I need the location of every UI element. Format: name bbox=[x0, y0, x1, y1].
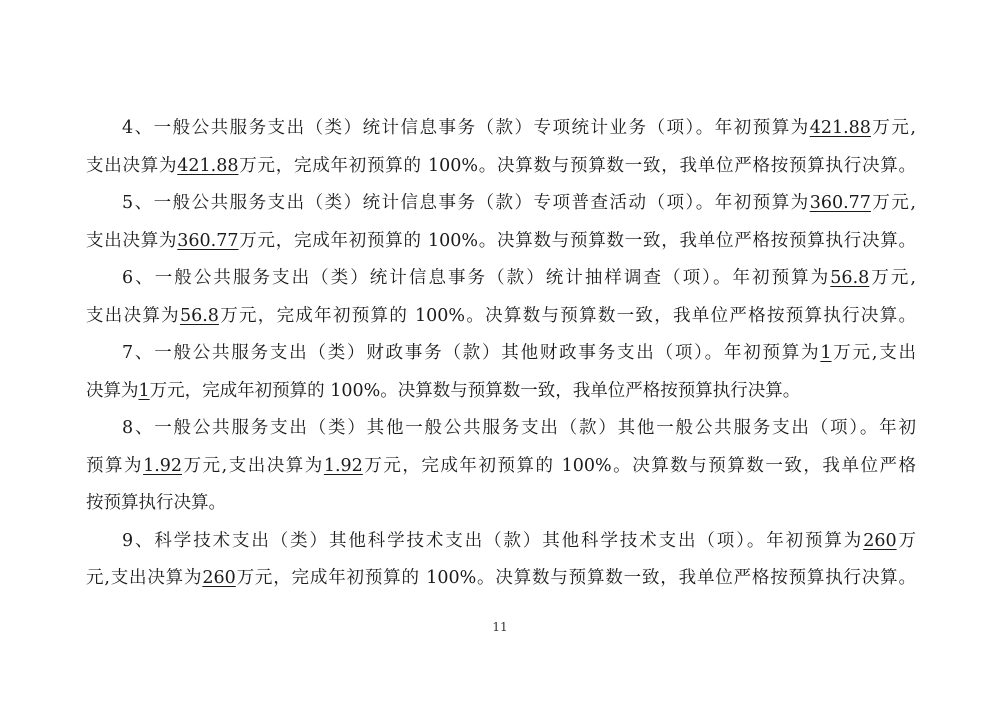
paragraph-8-line-3 bbox=[86, 485, 916, 523]
expenditure-amount: 1 bbox=[138, 380, 150, 401]
text-run: 7、一般公共服务支出（类）财政事务（款）其他财政事务支出（项）。年初预算为 bbox=[122, 343, 821, 363]
paragraph-6-line-1 bbox=[86, 260, 916, 298]
text-run: 6、一般公共服务支出（类）统计信息事务（款）统计抽样调查（项）。年初预算为 bbox=[122, 268, 831, 288]
text-run: 5、一般公共服务支出（类）统计信息事务（款）专项普查活动（项）。年初预算为 bbox=[122, 193, 810, 213]
paragraph-8-line-1 bbox=[86, 410, 916, 448]
paragraph-5-line-1 bbox=[86, 185, 916, 223]
page-number: 11 bbox=[492, 620, 508, 634]
expenditure-amount: 56.8 bbox=[179, 305, 219, 326]
text-run: 元,支出决算为 bbox=[86, 568, 203, 588]
text-run: 万元，完成年初预算的 100%。决算数与预算数一致，我单位严格按预算执行决算。 bbox=[149, 380, 801, 401]
text-run: 万元，完成年初预算的 100%。决算数与预算数一致，我单位严格 bbox=[362, 455, 916, 476]
budget-amount: 360.77 bbox=[809, 193, 871, 213]
expenditure-amount: 360.77 bbox=[177, 230, 239, 251]
budget-amount: 56.8 bbox=[830, 268, 870, 288]
text-run: 万元, bbox=[869, 268, 916, 288]
budget-amount: 421.88 bbox=[809, 118, 871, 138]
text-run: 4、一般公共服务支出（类）统计信息事务（款）专项统计业务（项）。年初预算为 bbox=[122, 118, 810, 138]
expenditure-amount: 421.88 bbox=[177, 155, 239, 176]
paragraph-4-line-1 bbox=[86, 110, 916, 148]
text-run: 万元，完成年初预算的 100%。决算数与预算数一致，我单位严格按预算执行决算。 bbox=[238, 155, 916, 176]
text-run: 万元,支出决算为 bbox=[182, 455, 324, 476]
expenditure-amount: 260 bbox=[202, 568, 236, 588]
text-run: 万 bbox=[896, 530, 916, 551]
text-run: 万元,支出 bbox=[831, 343, 916, 363]
paragraph-4-line-2 bbox=[86, 148, 916, 186]
paragraph-9-line-2 bbox=[86, 560, 916, 598]
text-run: 万元，完成年初预算的 100%。决算数与预算数一致，我单位严格按预算执行决算。 bbox=[235, 568, 916, 588]
text-run: 支出决算为 bbox=[86, 155, 178, 176]
budget-amount: 1 bbox=[820, 343, 832, 363]
text-run: 9、科学技术支出（类）其他科学技术支出（款）其他科学技术支出（项）。年初预算为 bbox=[122, 530, 864, 551]
budget-amount: 1.92 bbox=[143, 455, 183, 476]
text-body bbox=[86, 110, 916, 598]
paragraph-7-line-2 bbox=[86, 373, 916, 411]
text-run: 决算为 bbox=[86, 380, 139, 401]
budget-amount: 260 bbox=[863, 530, 897, 551]
text-run: 按预算执行决算。 bbox=[86, 493, 226, 513]
paragraph-7-line-1 bbox=[86, 335, 916, 373]
text-run: 万元, bbox=[870, 193, 916, 213]
text-run: 支出决算为 bbox=[86, 305, 180, 326]
text-run: 万元, bbox=[870, 118, 916, 138]
expenditure-amount: 1.92 bbox=[323, 455, 363, 476]
paragraph-8-line-2 bbox=[86, 448, 916, 486]
paragraph-6-line-2 bbox=[86, 298, 916, 336]
paragraph-9-line-1 bbox=[86, 523, 916, 561]
text-run: 万元，完成年初预算的 100%。决算数与预算数一致，我单位严格按预算执行决算。 bbox=[238, 230, 916, 251]
text-run: 8、一般公共服务支出（类）其他一般公共服务支出（款）其他一般公共服务支出（项）。年初 bbox=[122, 418, 916, 438]
paragraph-5-line-2 bbox=[86, 223, 916, 261]
text-run: 预算为 bbox=[86, 455, 144, 476]
text-run: 支出决算为 bbox=[86, 230, 178, 251]
text-run: 万元，完成年初预算的 100%。决算数与预算数一致，我单位严格按预算执行决算。 bbox=[218, 305, 916, 326]
